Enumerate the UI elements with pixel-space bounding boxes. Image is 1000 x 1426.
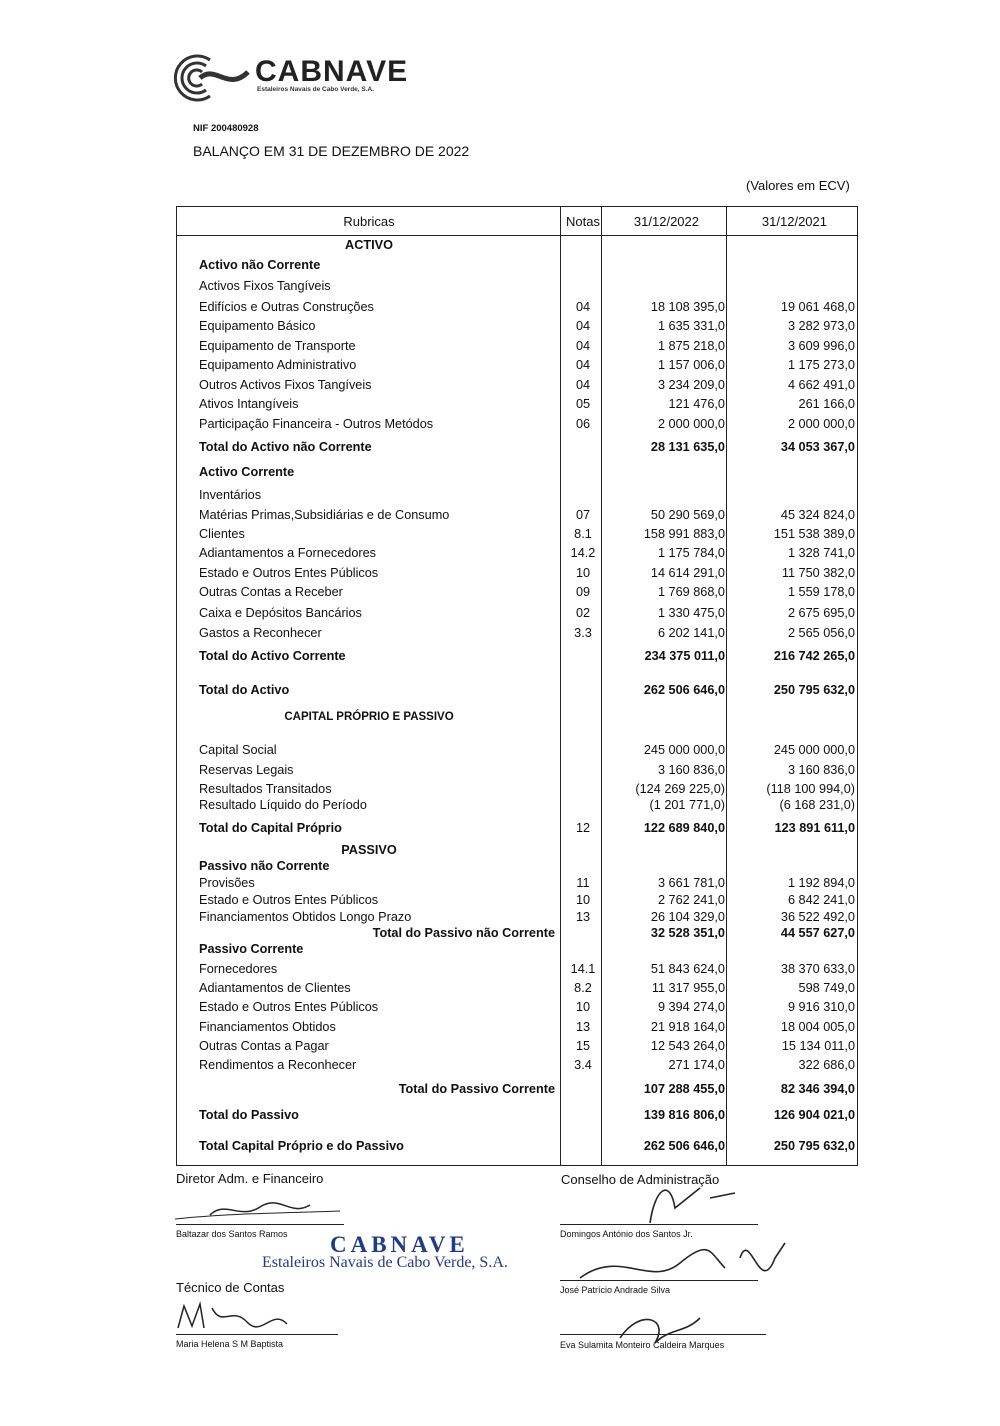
board-member-2-name: José Patrício Andrade Silva [560, 1285, 671, 1295]
header-rubricas: Rubricas [343, 214, 395, 229]
board-signatures-icon [560, 1168, 820, 1358]
company-stamp-subtitle: Estaleiros Navais de Cabo Verde, S.A. [262, 1254, 508, 1271]
accountant-signature-icon [172, 1298, 312, 1334]
header-notes: Notas [566, 214, 600, 229]
board-member-3-name: Eva Sulamita Monteiro Caldeira Marques [560, 1340, 725, 1350]
accountant-name: Maria Helena S M Baptista [176, 1339, 284, 1349]
logo-name: CABNAVE [255, 55, 409, 88]
header-2021: 31/12/2021 [761, 214, 827, 229]
logo-subtitle: Estaleiros Navais de Cabo Verde, S.A. [257, 86, 375, 93]
board-member-1-name: Domingos António dos Santos Jr. [560, 1229, 693, 1239]
director-title: Diretor Adm. e Financeiro [176, 1171, 324, 1186]
header-2022: 31/12/2022 [633, 214, 699, 229]
board-title: Conselho de Administração [561, 1172, 720, 1187]
company-stamp-name: CABNAVE [330, 1232, 469, 1257]
nif-number: NIF 200480928 [193, 123, 259, 134]
accountant-title: Técnico de Contas [176, 1280, 285, 1295]
currency-note: (Valores em ECV) [746, 178, 850, 193]
director-signature-icon [170, 1195, 350, 1225]
balance-sheet-table: Rubricas Notas 31/12/2022 31/12/2021 ACTIVO Activo não Corrente Activos Fixos Tangíveis Edifícios e Outras Construções 04 18 108 395,0 19 061 468,0 Equipamento Básico 04 1 635 331,0 3 282 973,0 Equipamento de Transporte 04 1 875 218,0 3 609 996,0 Equipamento Administrativo 04 1 157 006,0 1 175 273,0 Outros Activos Fixos Tangíveis 04 3 234 209,0 4 662 491,0 Ativos Intangíveis 05 121 476,0 261 166,0 Participação Financeira - Outros Metódos 06 2 000 000,0 2 000 000,0 Total do Activo não Corrente 28 131 635,0 34 053 367,0 Activo Corrente Inventários Matérias Primas,Subsidiárias e de Consumo 07 50 290 569,0 45 324 824,0 Clientes 8.1 158 991 883,0 151 538 389,0 Adiantamentos a Fornecedores 14.2 1 175 784,0 1 328 741,0 Estado e Outros Entes Públicos 10 14 614 291,0 11 750 382,0 Outras Contas a Receber 09 1 769 868,0 1 559 178,0 Caixa e Depósitos Bancários 02 1 330 475,0 2 675 695,0 Gastos a Reconhecer 3.3 6 202 141,0 2 565 056,0 Total do Activo Corrente 234 375 011,0 216 742 265,0 Total do Activo 262 506 646,0 250 795 632,0 CAPITAL PRÓPRIO E PASSIVO Capital Social 245 000 000,0 245 000 000,0 Reservas Legais 3 160 836,0 3 160 836,0 Resultados Transitados (124 269 225,0) (118 100 994,0) Resultado Líquido do Período (1 201 771,0) (6 168 231,0) Total do Capital Próprio 12 122 689 840,0 123 891 611,0 PASSIVO Passivo não Corrente Provisões 11 3 661 781,0 1 192 894,0 Estado e Outros Entes Públicos 10 2 762 241,0 6 842 241,0 Financiamentos Obtidos Longo Prazo 13 26 104 329,0 36 522 492,0 Total do Passivo não Corrente 32 528 351,0 44 557 627,0 Passivo Corrente Fornecedores 14.1 51 843 624,0 38 370 633,0 Adiantamentos de Clientes 8.2 11 317 955,0 598 749,0 Estado e Outros Entes Públicos 10 9 394 274,0 9 916 310,0 Financiamentos Obtidos 13 21 918 164,0 18 004 005,0 Outras Contas a Pagar 15 12 543 264,0 15 134 011,0 Rendimentos a Reconhecer 3.4 271 174,0 322 686,0 Total do Passivo Corrente 107 288 455,0 82 346 394,0 Total do Passivo 139 816 806,0 126 904 021,0 Total Capital Próprio e do Passivo 262 506 646,0 250 795 632,0 [176, 206, 858, 1166]
director-name: Baltazar dos Santos Ramos [176, 1229, 288, 1239]
page-title: BALANÇO EM 31 DE DEZEMBRO DE 2022 [193, 143, 470, 159]
